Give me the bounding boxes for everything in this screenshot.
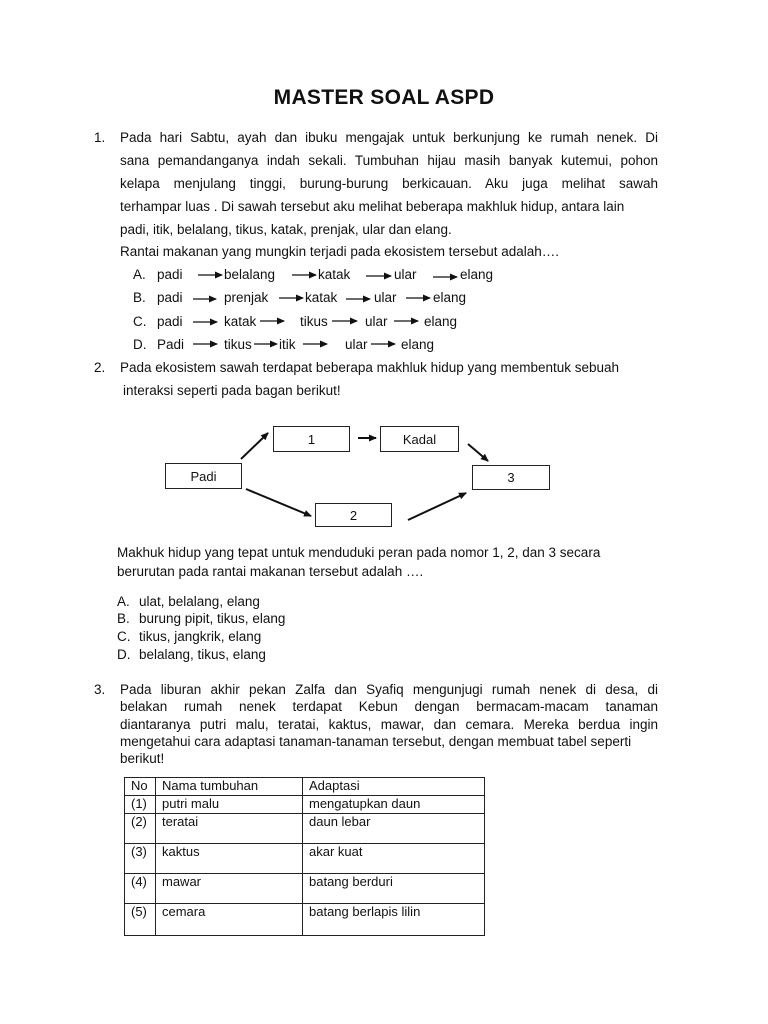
q1-option-b-item-3: katak [305,290,338,305]
q2-option-c-letter: C. [117,629,131,644]
q2-option-d-letter: D. [117,647,131,662]
table-cell-name: kaktus [156,844,303,874]
q1-line-4: terhampar luas . Di sawah tersebut aku melihat beberapa makhluk hidup, antara lain [120,199,625,214]
diagram-arrow-icon [241,433,268,459]
diagram-label-3: 3 [507,470,515,485]
table-cell-no: (5) [125,904,156,936]
q1-option-d-item-5: elang [401,337,435,352]
table-cell-name: putri malu [156,796,303,814]
q1-number: 1. [94,130,106,145]
diagram-label-2: 2 [349,507,358,523]
q1-option-d-item-1: Padi [157,337,185,352]
q1-option-c-item-1: padi [157,314,183,329]
table-header-adaptation: Adaptasi [303,778,485,796]
q1-option-c-item-3: tikus [300,314,328,329]
q1-option-c-letter: C. [133,314,147,329]
diagram-label-kadal: Kadal [402,431,437,447]
table-cell-name: cemara [156,904,303,936]
q1-option-c-item-4: ular [365,314,388,329]
q1-option-a-letter: A. [133,267,146,282]
q1-option-a-item-1: padi [157,267,183,282]
table-cell-name: mawar [156,874,303,904]
table-cell-no: (1) [125,796,156,814]
q2-option-d-text: belalang, tikus, elang [139,647,266,662]
q3-line-1: Pada liburan akhir pekan Zalfa dan Syafiq mengunjugi rumah nenek di desa, di [120,682,658,697]
q3-line-3: diantaranya putri malu, teratai, kaktus, mawar, dan cemara. Mereka berdua ingin [120,717,658,732]
table-header-no: No [125,778,156,796]
q1-option-d-item-4: ular [345,337,368,352]
q1-option-a-item-3: katak [318,267,351,282]
q2-option-b-text: burung pipit, tikus, elang [139,611,286,626]
table-cell-name: teratai [156,814,303,844]
q2-option-a-text: ulat, belalang, elang [139,594,260,609]
q1-option-b-item-2: prenjak [224,290,269,305]
q2-option-a-letter: A. [117,594,130,609]
q1-option-d-letter: D. [133,337,147,352]
q1-line-6: Rantai makanan yang mungkin terjadi pada ekosistem tersebut adalah…. [120,244,560,259]
q1-option-b-item-5: elang [433,290,467,305]
diagram-arrow-icon [246,489,311,516]
q3-line-4: mengetahui cara adaptasi tanaman-tanaman tersebut, dengan membuat tabel seperti [120,734,632,749]
q1-option-b-item-4: ular [374,290,397,305]
q1-option-b-item-1: padi [157,290,183,305]
q1-option-a-item-2: belalang [224,267,276,282]
q2-question-line-2: berurutan pada rantai makanan tersebut adalah …. [117,564,424,579]
table-cell-adaptation: batang berduri [303,874,485,904]
q1-line-5: padi, itik, belalang, tikus, katak, prenjak, ular dan elang. [120,222,452,237]
q2-line-2: interaksi seperti pada bagan berikut! [123,383,341,398]
table-cell-adaptation: daun lebar [303,814,485,844]
diagram-label-1: 1 [307,431,316,447]
q1-option-a-item-5: elang [460,267,494,282]
page-title: MASTER SOAL ASPD [273,86,495,109]
q1-line-2: sana pemandanganya indah sekali. Tumbuhan hijau masih banyak kutemui, pohon [120,153,658,168]
q1-option-a-item-4: ular [394,267,417,282]
q3-line-2: belakan rumah nenek terdapat Kebun dengan bermacam-macam tanaman [120,699,658,714]
q1-line-1: Pada hari Sabtu, ayah dan ibuku mengajak untuk berkunjung ke rumah nenek. Di [120,130,658,145]
q1-option-d-item-3: itik [279,337,296,352]
q2-question-line-1: Makhuk hidup yang tepat untuk menduduki peran pada nomor 1, 2, dan 3 secara [117,545,601,560]
q1-option-c-item-5: elang [424,314,458,329]
q1-option-b-letter: B. [133,290,146,305]
table-cell-no: (2) [125,814,156,844]
q1-option-c-item-2: katak [224,314,257,329]
q2-option-b-letter: B. [117,611,130,626]
q3-number: 3. [94,682,106,697]
q1-option-d-item-2: tikus [224,337,252,352]
diagram-arrow-icon [468,444,488,461]
q2-option-c-text: tikus, jangkrik, elang [139,629,262,644]
q2-number: 2. [94,360,106,375]
q1-line-3: kelapa menjulang tinggi, burung-burung berkicauan. Aku juga melihat sawah [120,176,658,191]
diagram-label-padi: Padi [190,468,217,484]
table-header-name: Nama tumbuhan [156,778,303,796]
q2-line-1: Pada ekosistem sawah terdapat beberapa makhluk hidup yang membentuk sebuah [120,360,620,375]
q3-line-5: berikut! [120,751,165,766]
table-cell-adaptation: batang berlapis lilin [303,904,485,936]
table-cell-no: (4) [125,874,156,904]
table-cell-adaptation: mengatupkan daun [303,796,485,814]
table-cell-no: (3) [125,844,156,874]
table-cell-adaptation: akar kuat [303,844,485,874]
diagram-arrow-icon [408,493,466,520]
